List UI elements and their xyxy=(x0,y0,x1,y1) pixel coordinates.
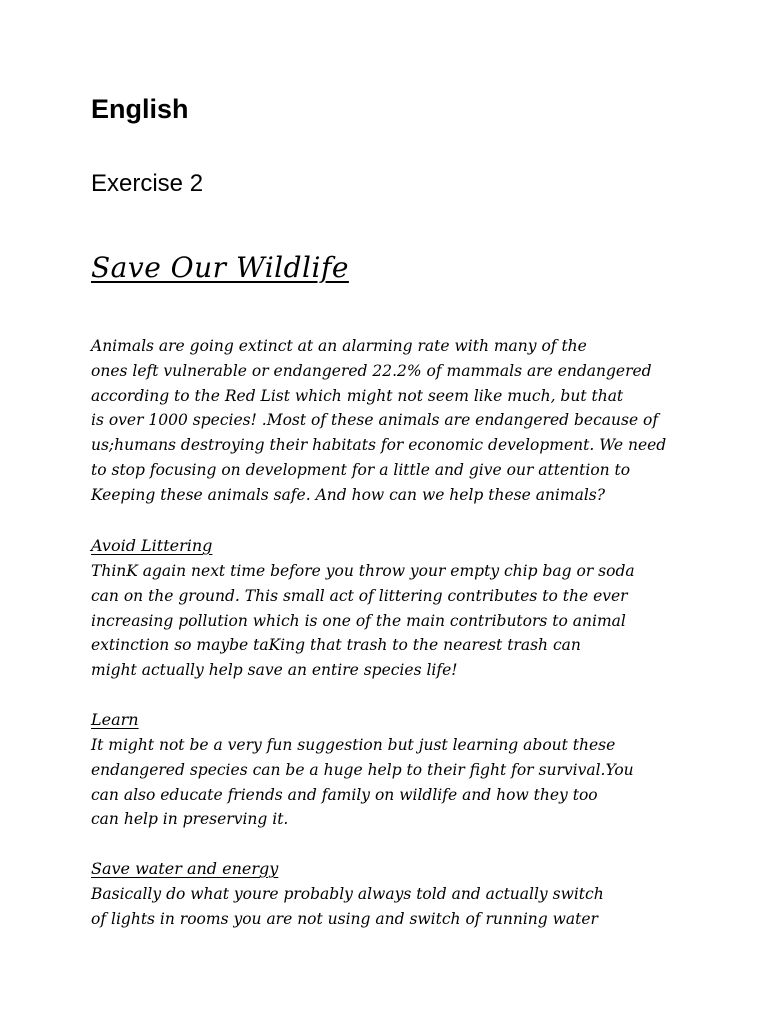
paragraph-line: can help in preserving it. xyxy=(91,810,289,829)
intro-paragraph xyxy=(91,334,681,508)
paragraph-line: Keeping these animals safe. And how can we help these animals? xyxy=(91,485,606,504)
paragraph-line: extinction so maybe taKing that trash to the nearest trash can xyxy=(91,636,581,655)
subject-heading: English xyxy=(91,94,189,124)
section-heading-save-water-energy: Save water and energy xyxy=(91,859,279,878)
paragraph-line: us;humans destroying their habitats for economic development. We need xyxy=(91,436,667,455)
paragraph-line: Basically do what youre probably always told and actually switch xyxy=(91,885,604,903)
paragraph-line: according to the Red List which might not seem like much, but that xyxy=(91,386,624,405)
exercise-label: Exercise 2 xyxy=(91,170,204,197)
section-heading-avoid-littering: Avoid Littering xyxy=(91,536,213,555)
paragraph-line: is over 1000 species! .Most of these animals are endangered because of xyxy=(91,411,659,430)
paragraph-line: can also educate friends and family on wildlife and how they too xyxy=(91,785,598,804)
section-paragraph-learn xyxy=(91,733,681,832)
section-paragraph-avoid-littering xyxy=(91,559,681,683)
paragraph-line: ThinK again next time before you throw your empty chip bag or soda xyxy=(91,562,635,580)
paragraph-line: can on the ground. This small act of littering contributes to the ever xyxy=(91,586,628,605)
paragraph-line: It might not be a very fun suggestion but just learning about these xyxy=(91,736,616,754)
paragraph-line: ones left vulnerable or endangered 22.2% of mammals are endangered xyxy=(91,361,652,380)
paragraph-line: might actually help save an entire species life! xyxy=(91,661,458,680)
paragraph-line: Animals are going extinct at an alarming rate with many of the xyxy=(91,337,587,355)
essay-title: Save Our Wildlife xyxy=(91,251,349,284)
paragraph-line: increasing pollution which is one of the main contributors to animal xyxy=(91,611,626,630)
paragraph-line: endangered species can be a huge help to their fight for survival.You xyxy=(91,760,634,779)
section-heading-learn: Learn xyxy=(91,710,139,729)
paragraph-line: to stop focusing on development for a little and give our attention to xyxy=(91,460,631,479)
paragraph-line: of lights in rooms you are not using and switch of running water xyxy=(91,909,598,928)
section-paragraph-save-water-energy xyxy=(91,882,681,932)
